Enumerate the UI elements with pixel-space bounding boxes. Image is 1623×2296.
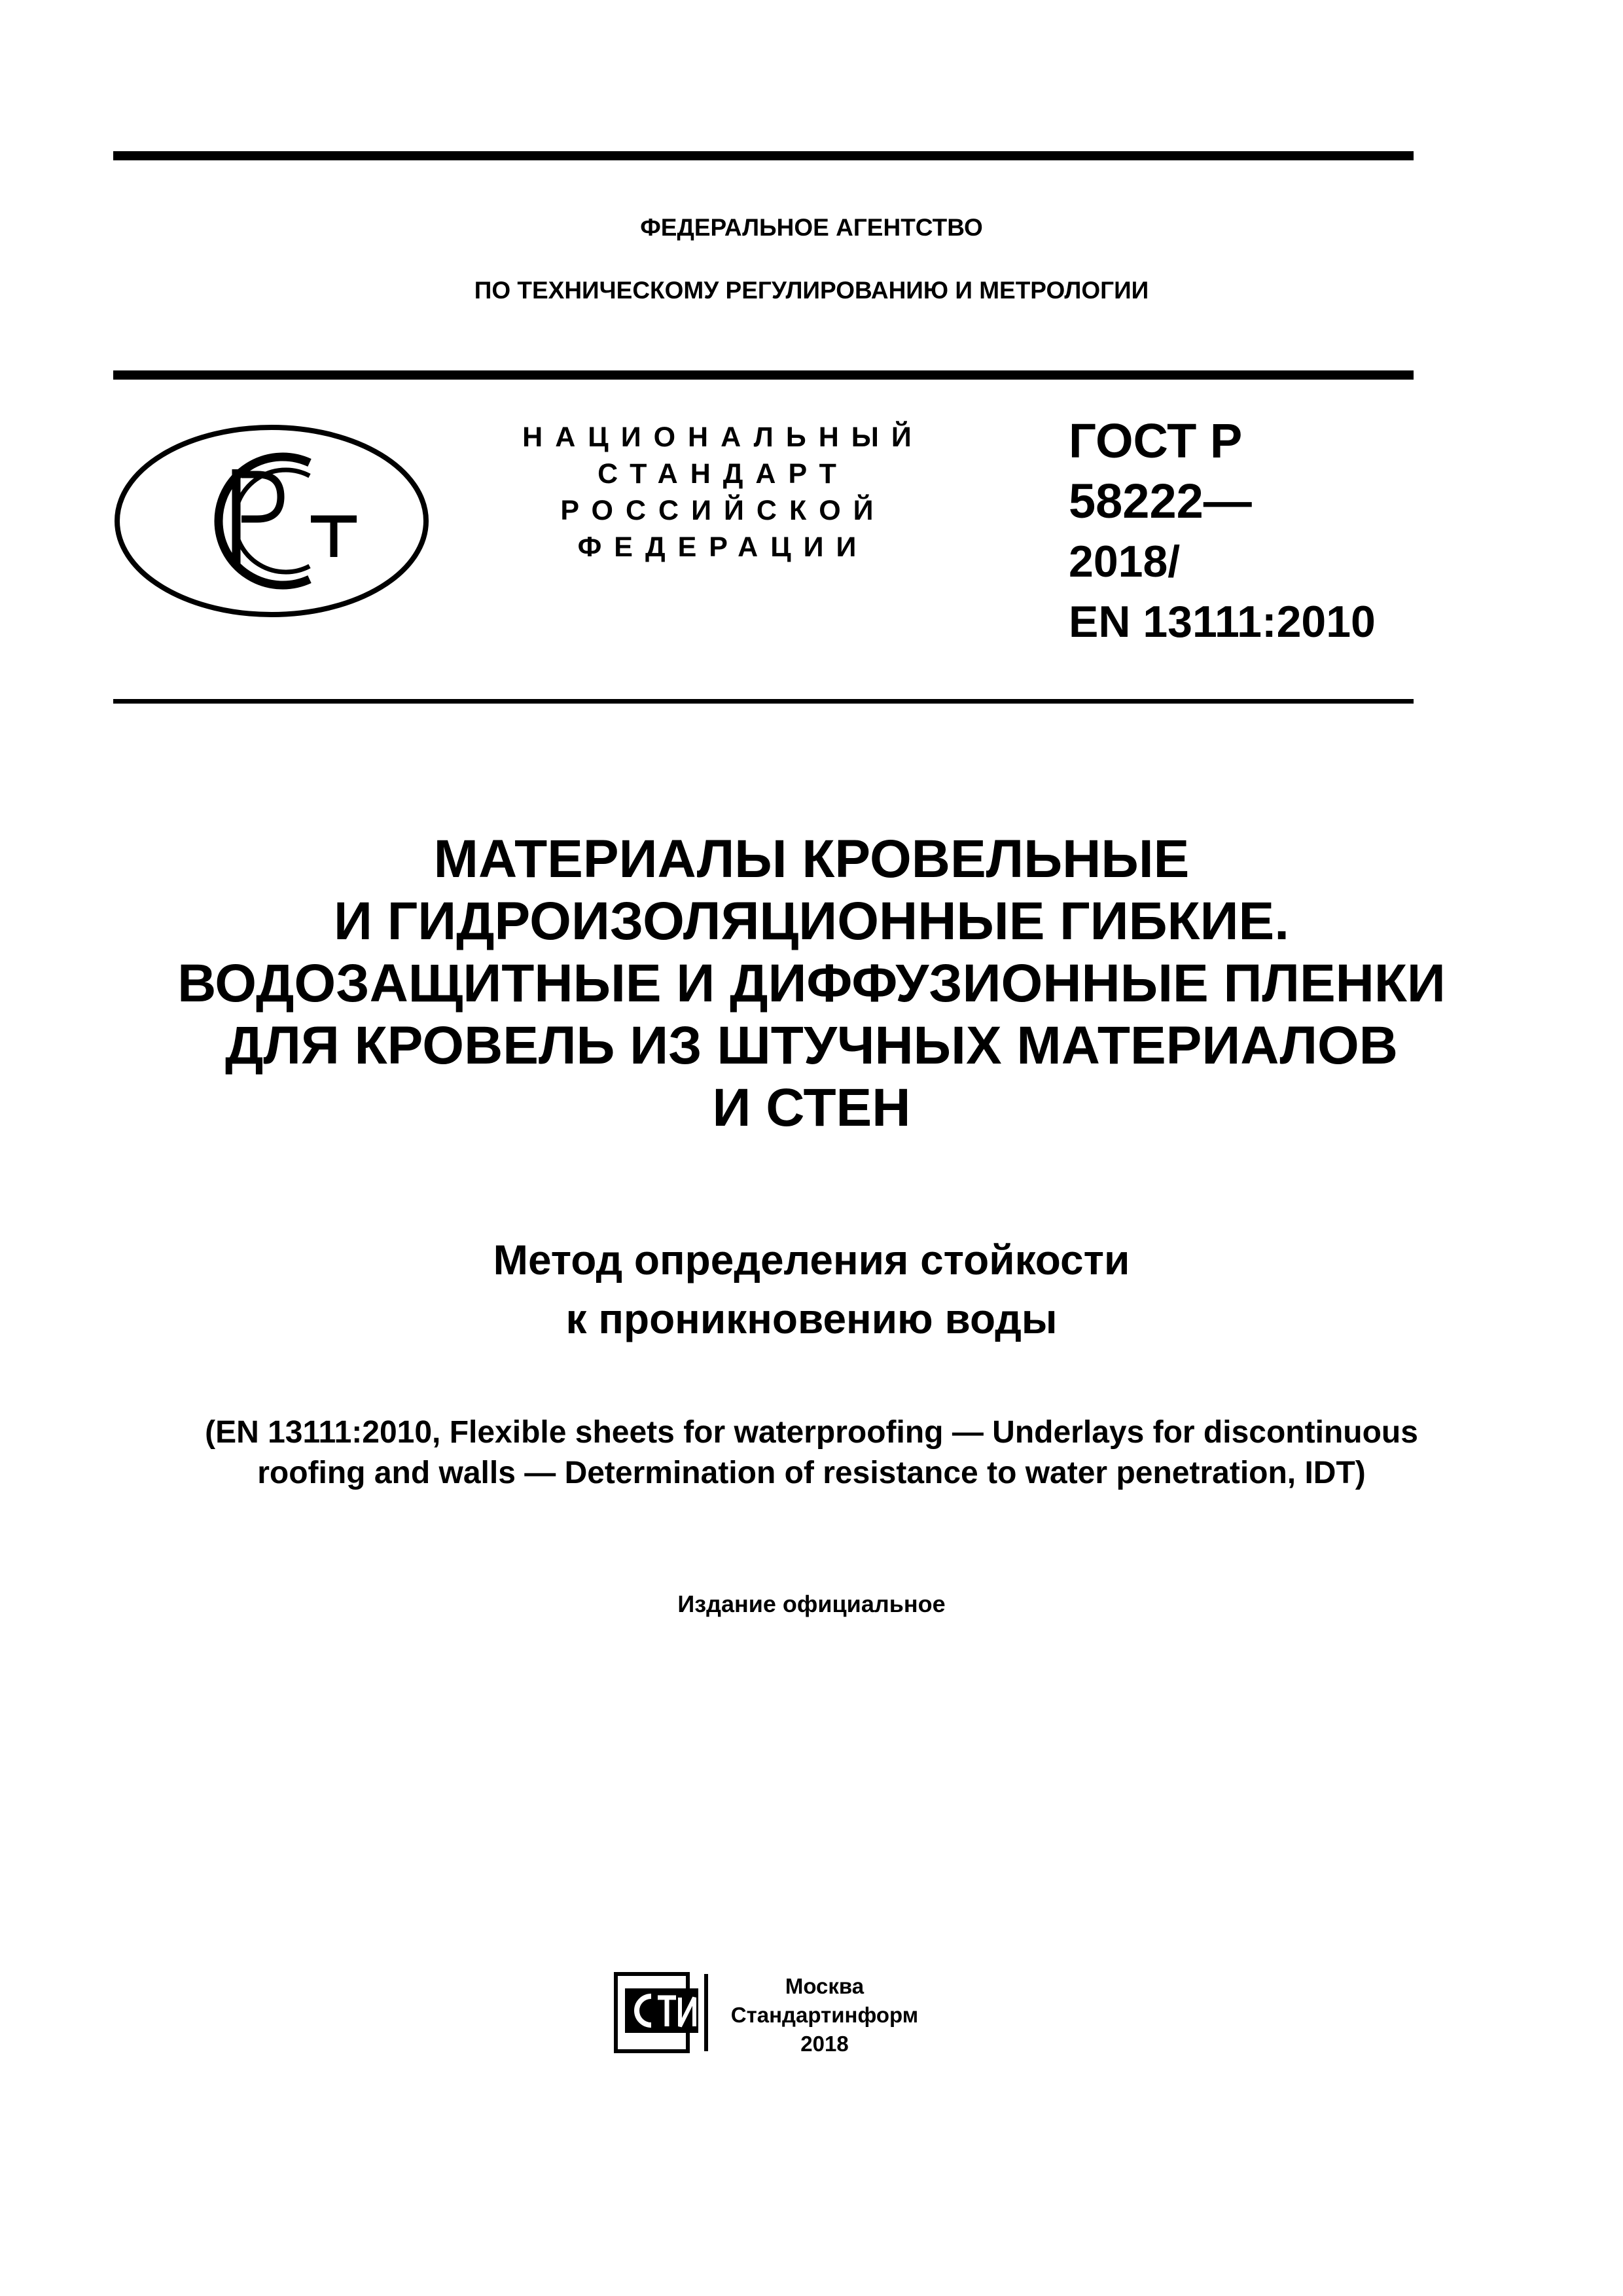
standard-type-line: СТАНДАРТ xyxy=(597,458,849,490)
top-rule xyxy=(113,151,1414,160)
standard-type-line: РОССИЙСКОЙ xyxy=(560,495,886,526)
en-reference xyxy=(0,1412,1623,1494)
title-line: ДЛЯ КРОВЕЛЬ ИЗ ШТУЧНЫХ МАТЕРИАЛОВ xyxy=(224,1016,1399,1075)
standard-type-line: НАЦИОНАЛЬНЫЙ xyxy=(522,422,924,453)
rst-seal-icon xyxy=(113,422,431,620)
en-reference-line: roofing and walls — Determination of resistance to water penetration, IDT) xyxy=(257,1456,1366,1490)
standartinform-logo-icon xyxy=(613,1970,710,2055)
title-line: И СТЕН xyxy=(712,1078,911,1138)
designation-line-4: EN 13111:2010 xyxy=(1069,597,1376,647)
agency-line-2: ПО ТЕХНИЧЕСКОМУ РЕГУЛИРОВАНИЮ И МЕТРОЛОГИИ xyxy=(474,277,1149,304)
standard-designation xyxy=(1069,411,1409,652)
title-line: И ГИДРОИЗОЛЯЦИОННЫЕ ГИБКИЕ. xyxy=(333,891,1290,951)
standard-type xyxy=(497,419,949,565)
designation-line-3: 2018/ xyxy=(1069,537,1181,586)
publication-year: 2018 xyxy=(800,2032,849,2056)
designation-line-1: ГОСТ Р xyxy=(1069,414,1243,468)
edition-label: Издание официальное xyxy=(677,1590,946,1617)
subtitle-line: Метод определения стойкости xyxy=(493,1236,1130,1283)
title-block-rule xyxy=(113,699,1414,704)
en-reference-line: (EN 13111:2010, Flexible sheets for waterproofing — Underlays for discontinuous xyxy=(205,1415,1418,1450)
publisher-name: Стандартинформ xyxy=(730,2003,919,2027)
header-rule xyxy=(113,370,1414,380)
standard-type-line: ФЕДЕРАЦИИ xyxy=(577,531,869,563)
document-subtitle xyxy=(0,1230,1623,1348)
publisher-city: Москва xyxy=(785,1974,865,1998)
title-line: МАТЕРИАЛЫ КРОВЕЛЬНЫЕ xyxy=(433,829,1190,889)
publisher-block xyxy=(717,1972,933,2058)
subtitle-line: к проникновению воды xyxy=(565,1295,1058,1342)
document-title xyxy=(0,828,1623,1139)
title-line: ВОДОЗАЩИТНЫЕ И ДИФФУЗИОННЫЕ ПЛЕНКИ xyxy=(177,954,1446,1013)
seal-letters: РСТ xyxy=(272,612,273,613)
designation-line-2: 58222— xyxy=(1069,474,1252,528)
agency-line-1: ФЕДЕРАЛЬНОЕ АГЕНТСТВО xyxy=(640,214,983,241)
